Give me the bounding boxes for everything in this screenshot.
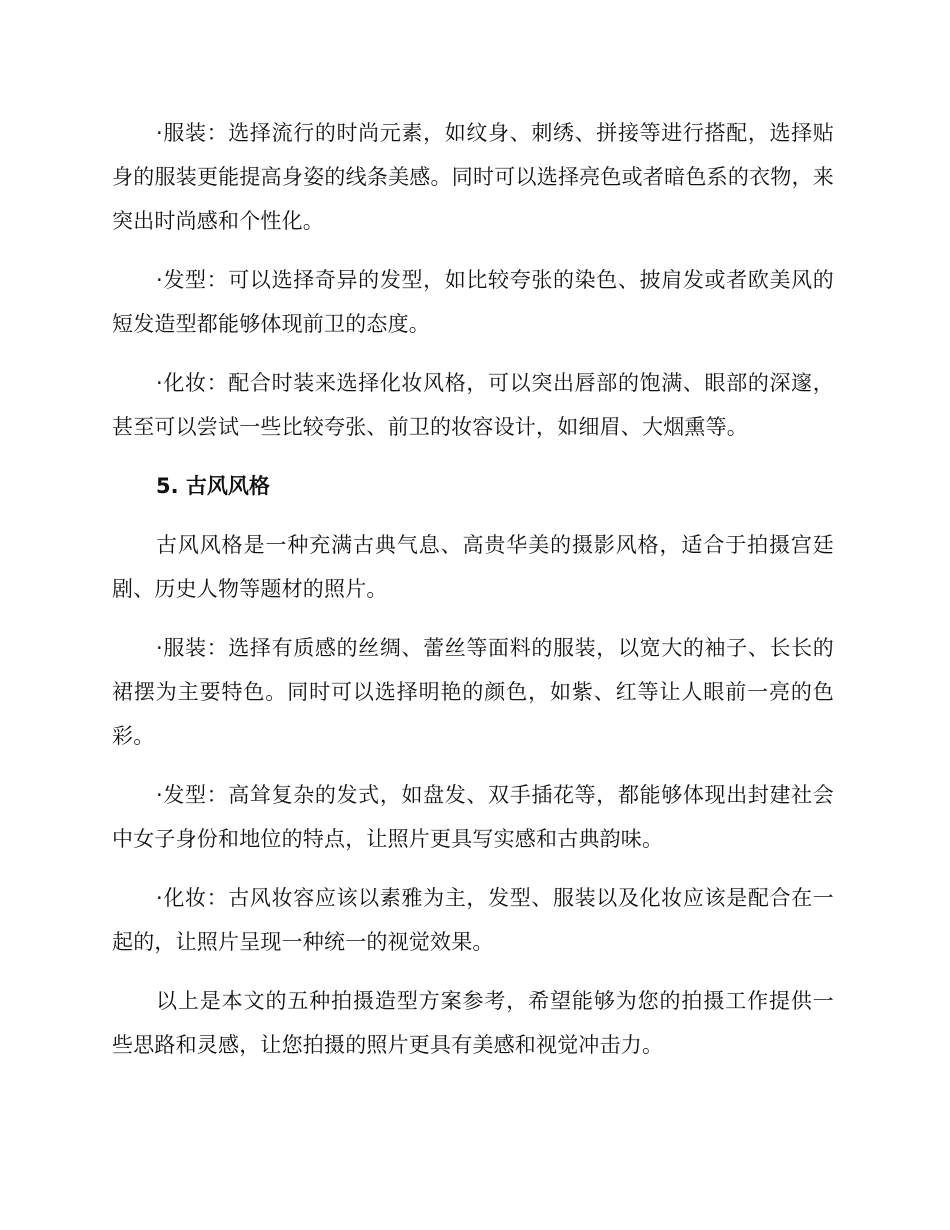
bullet-ancient-hair: ·发型：高耸复杂的发式，如盘发、双手插花等，都能够体现出封建社会中女子身份和地位的特点，让照片更具写实感和古典韵味。 [112, 783, 834, 851]
bullet-fashion-makeup: ·化妆：配合时装来选择化妆风格，可以突出唇部的饱满、眼部的深邃，甚至可以尝试一些比较夸张、前卫的妆容设计，如细眉、大烟熏等。 [112, 371, 834, 439]
ancient-style-intro: 古风风格是一种充满古典气息、高贵华美的摄影风格，适合于拍摄宫廷剧、历史人物等题材的照片。 [112, 533, 834, 601]
bullet-ancient-makeup: ·化妆：古风妆容应该以素雅为主，发型、服装以及化妆应该是配合在一起的，让照片呈现一种统一的视觉效果。 [112, 886, 834, 954]
bullet-ancient-clothing: ·服装：选择有质感的丝绸、蕾丝等面料的服装，以宽大的袖子、长长的裙摆为主要特色。同时可以选择明艳的颜色，如紫、红等让人眼前一亮的色彩。 [112, 636, 834, 748]
bullet-fashion-clothing: ·服装：选择流行的时尚元素，如纹身、刺绣、拼接等进行搭配，选择贴身的服装更能提高身姿的线条美感。同时可以选择亮色或者暗色系的衣物，来突出时尚感和个性化。 [112, 121, 834, 233]
document-body [112, 111, 834, 1082]
section-heading-ancient-style: 5. 古风风格 [156, 474, 270, 498]
bullet-fashion-hair: ·发型：可以选择奇异的发型，如比较夸张的染色、披肩发或者欧美风的短发造型都能够体现前卫的态度。 [112, 268, 834, 336]
conclusion-paragraph: 以上是本文的五种拍摄造型方案参考，希望能够为您的拍摄工作提供一些思路和灵感，让您拍摄的照片更具有美感和视觉冲击力。 [112, 989, 834, 1057]
